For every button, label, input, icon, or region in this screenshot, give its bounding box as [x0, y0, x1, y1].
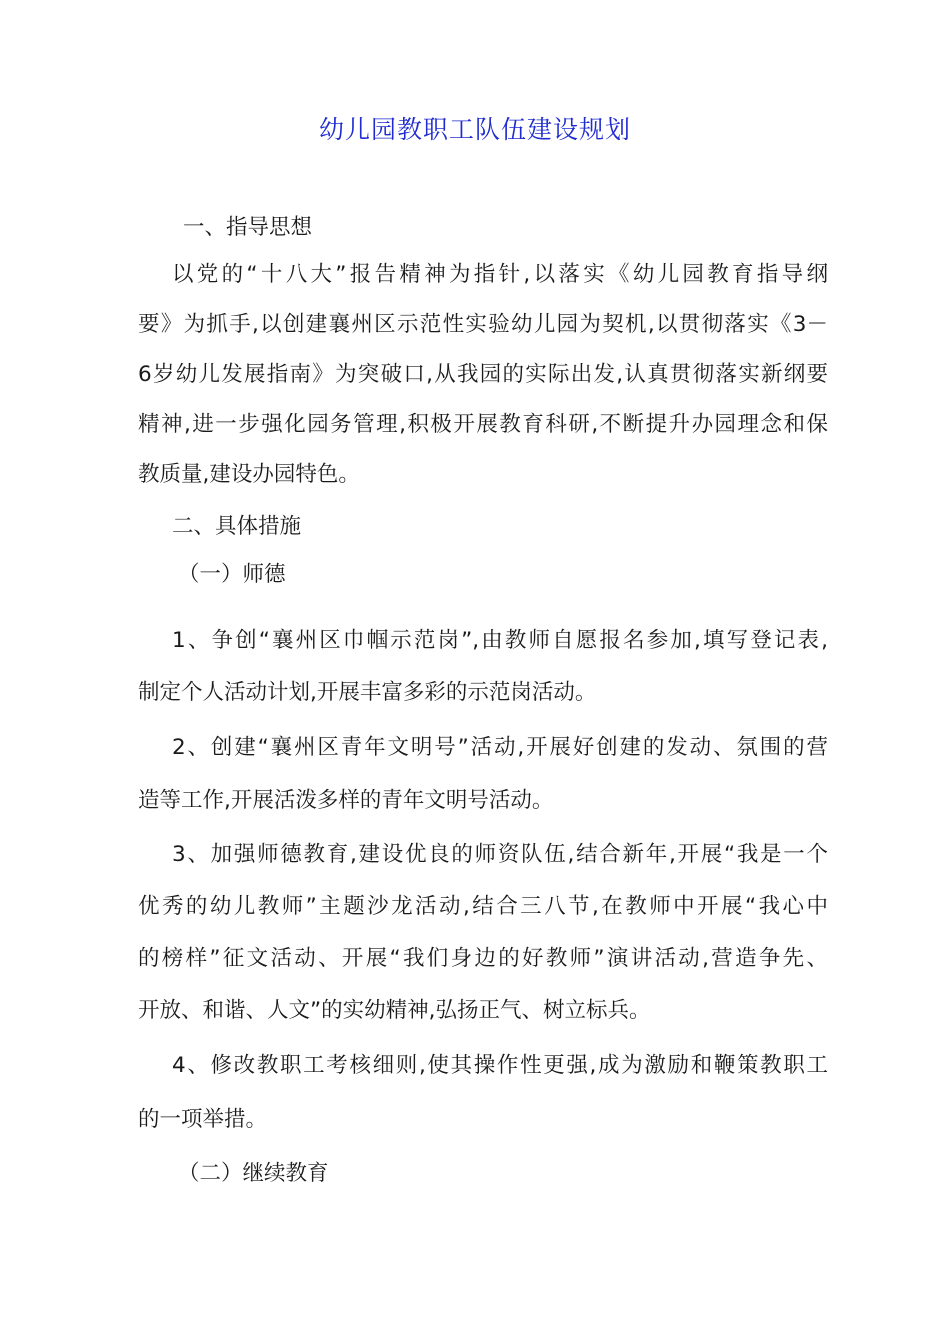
section-heading-measures: 二、具体措施	[172, 514, 302, 539]
paragraph-line: 要》为抓手,以创建襄州区示范性实验幼儿园为契机,以贯彻落实《3－	[138, 312, 828, 337]
paragraph-line: 教质量,建设办园特色。	[138, 462, 360, 487]
paragraph-line: 1、争创“襄州区巾帼示范岗”,由教师自愿报名参加,填写登记表,	[172, 628, 828, 653]
paragraph-line: 4、修改教职工考核细则,使其操作性更强,成为激励和鞭策教职工	[172, 1053, 828, 1078]
paragraph-line: 的一项举措。	[138, 1107, 268, 1132]
paragraph-line: 6岁幼儿发展指南》为突破口,从我园的实际出发,认真贯彻落实新纲要	[138, 362, 828, 387]
paragraph-line: 优秀的幼儿教师”主题沙龙活动,结合三八节,在教师中开展“我心中	[138, 894, 828, 919]
paragraph-line: 制定个人活动计划,开展丰富多彩的示范岗活动。	[138, 680, 597, 705]
paragraph-line: 以党的“十八大”报告精神为指针,以落实《幼儿园教育指导纲	[172, 262, 828, 287]
section-heading-guiding-thought: 一、指导思想	[183, 215, 313, 240]
paragraph-line: 的榜样”征文活动、开展“我们身边的好教师”演讲活动,营造争先、	[138, 946, 828, 971]
paragraph-line: 3、加强师德教育,建设优良的师资队伍,结合新年,开展“我是一个	[172, 842, 828, 867]
paragraph-line: 开放、和谐、人文”的实幼精神,弘扬正气、树立标兵。	[138, 998, 651, 1023]
paragraph-line: 精神,进一步强化园务管理,积极开展教育科研,不断提升办园理念和保	[138, 412, 828, 437]
paragraph-line: 2、创建“襄州区青年文明号”活动,开展好创建的发动、氛围的营	[172, 735, 828, 760]
document-title: 幼儿园教职工队伍建设规划	[318, 115, 631, 144]
subsection-heading-continuing-education: （二）继续教育	[178, 1161, 329, 1186]
subsection-heading-ethics: （一）师德	[178, 562, 286, 587]
paragraph-line: 造等工作,开展活泼多样的青年文明号活动。	[138, 788, 554, 813]
